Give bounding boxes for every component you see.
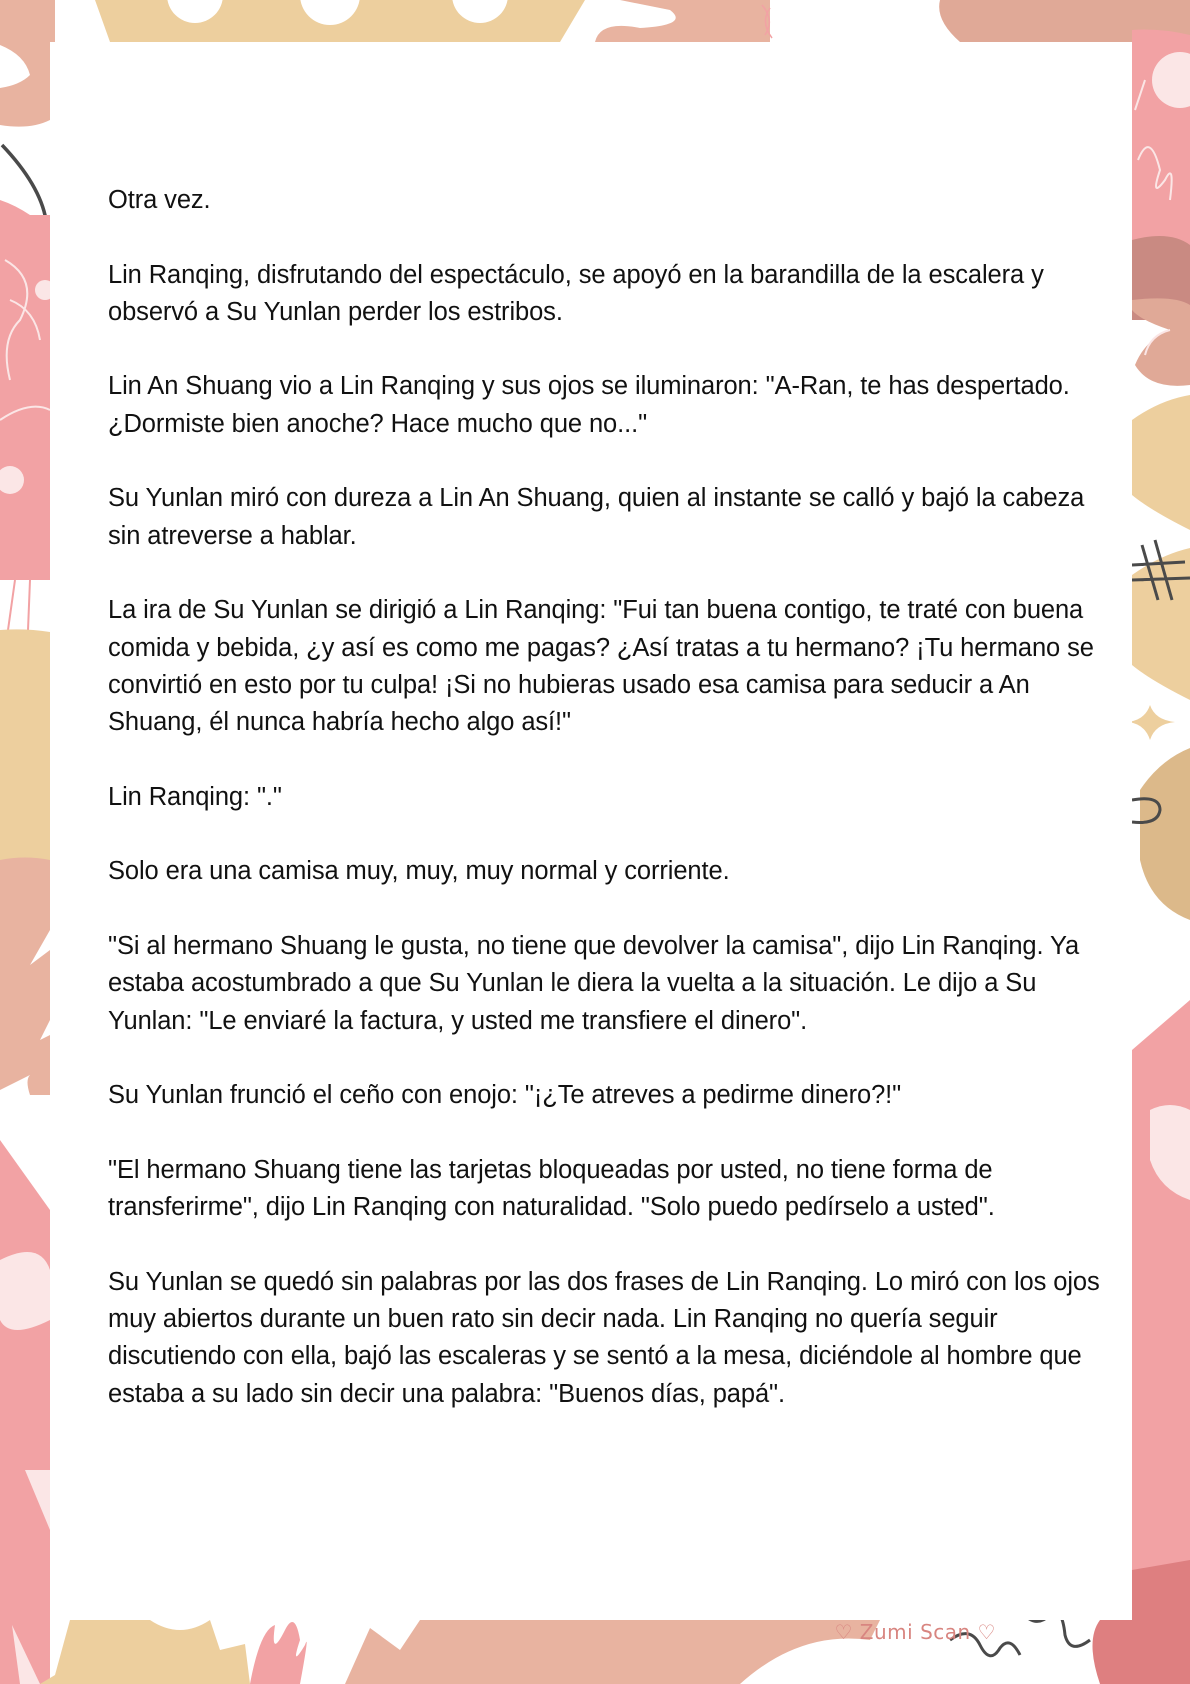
pink-panel-left	[0, 200, 50, 580]
sand-blob-right-1	[1132, 395, 1190, 530]
paragraph: "Si al hermano Shuang le gusta, no tiene que devolver la camisa", dijo Lin Ranqing. Ya estaba acostumbrado a que Su Yunlan le diera la vuelta a la situación. Le dijo a Su Yunlan: "Le enviaré la factura, y usted me transfiere el dinero".	[108, 931, 1080, 1035]
sparkle-right	[1128, 705, 1175, 740]
paragraph: Solo era una camisa muy, muy, muy normal y corriente.	[108, 857, 730, 886]
sand-panel-left	[0, 629, 50, 860]
paragraph: La ira de Su Yunlan se dirigió a Lin Ranqing: "Fui tan buena contigo, te traté con buena comida y bebida, ¿y así es como me pagas? ¿Así tratas a tu hermano? ¡Tu hermano se convirtió en esto por tu culpa! ¡Si no hubieras usado esa camisa para seducir a An Shuang, él nunca habría hecho algo así!"	[108, 596, 1094, 737]
paragraph: Otra vez.	[108, 186, 211, 214]
chapter-text	[108, 182, 1108, 1450]
peach-panel-left	[0, 858, 50, 1096]
pink-scribble-bottom	[250, 1622, 307, 1684]
peach-blob-right	[1132, 298, 1190, 386]
sand-blob-right-3	[1140, 748, 1190, 920]
paragraph: "El hermano Shuang tiene las tarjetas bloqueadas por usted, no tiene forma de transferirme", dijo Lin Ranqing con naturalidad. "Solo puedo pedírselo a usted".	[108, 1155, 995, 1222]
peach-blob-bottom	[345, 1620, 880, 1684]
scanlation-credit: ♡ Zumi Scan ♡	[834, 1620, 996, 1644]
paragraph: Su Yunlan se quedó sin palabras por las dos frases de Lin Ranqing. Lo miró con los ojos muy abiertos durante un buen rato sin decir nada. Lin Ranqing no quería seguir discutiendo con ella, bajó las escaleras y se sentó a la mesa, diciéndole al hombre que estaba a su lado sin decir una palabra: "Buenos días, papá".	[108, 1267, 1100, 1408]
pink-panel-left-bottom	[0, 1140, 50, 1684]
page-sheet	[50, 42, 1132, 1644]
paragraph: Lin Ranqing: "."	[108, 782, 282, 811]
paragraph: Su Yunlan frunció el ceño con enojo: "¡¿Te atreves a pedirme dinero?!"	[108, 1081, 902, 1110]
paragraph: Lin An Shuang vio a Lin Ranqing y sus ojos se iluminaron: "A-Ran, te has despertado. ¿Dormiste bien anoche? Hace mucho que no..."	[108, 372, 1070, 438]
sand-blob-bottom	[40, 1620, 250, 1684]
paragraph: Lin Ranqing, disfrutando del espectáculo, se apoyó en la barandilla de la escalera y observó a Su Yunlan perder los estribos.	[108, 260, 1044, 326]
paragraph: Su Yunlan miró con dureza a Lin An Shuang, quien al instante se calló y bajó la cabeza sin atreverse a hablar.	[108, 484, 1085, 550]
sand-blob-right-2	[1132, 548, 1190, 700]
peach-blob-top	[595, 0, 770, 42]
